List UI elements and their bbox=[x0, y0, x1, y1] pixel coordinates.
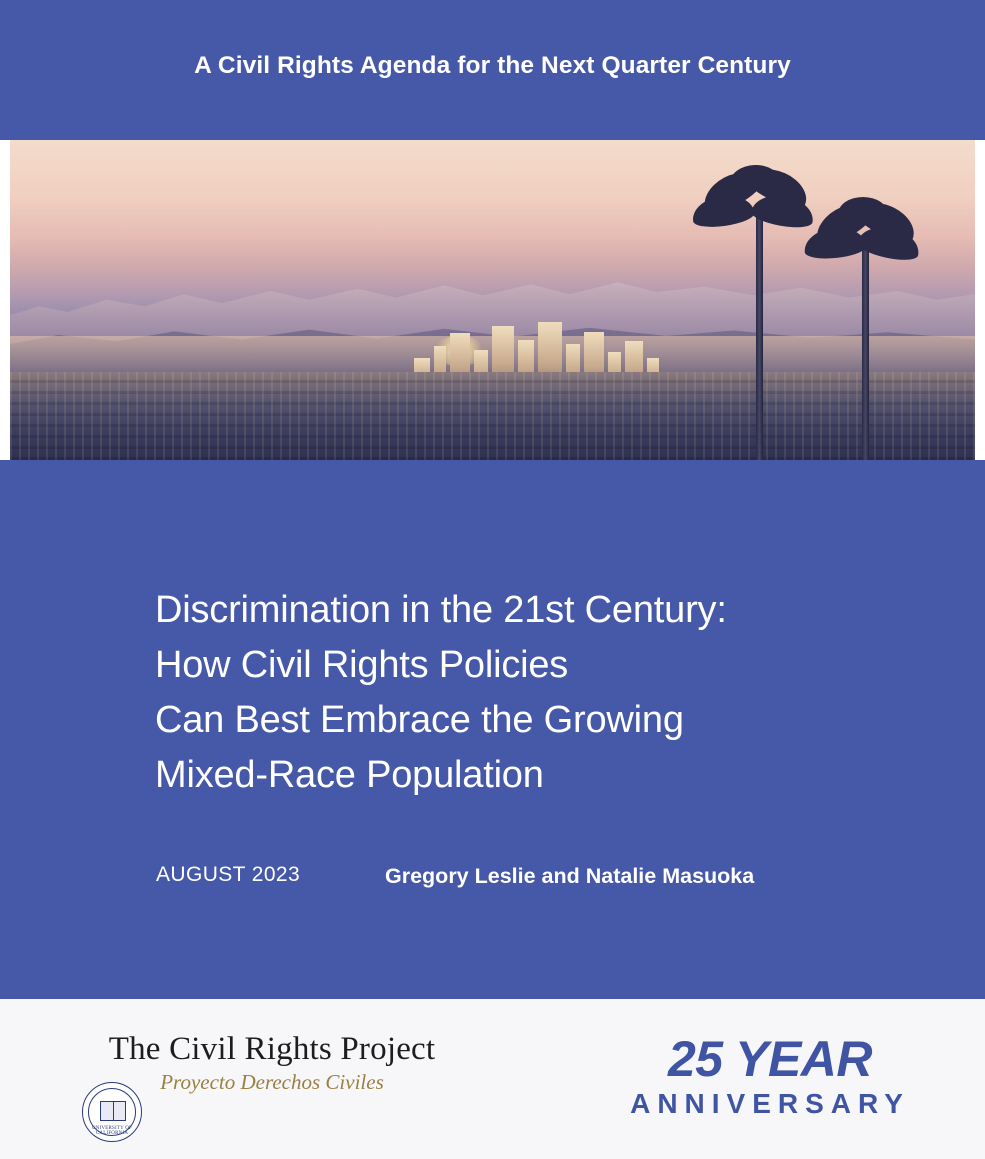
organization-subtitle: Proyecto Derechos Civiles bbox=[160, 1070, 384, 1094]
uc-seal-icon bbox=[82, 1082, 142, 1142]
page-title-line-3: Can Best Embrace the Growing bbox=[155, 699, 684, 741]
page-title-line-4: Mixed-Race Population bbox=[155, 754, 544, 796]
anniversary-label: ANNIVERSARY bbox=[630, 1088, 910, 1119]
publication-date: AUGUST 2023 bbox=[156, 863, 301, 886]
organization-name: The Civil Rights Project bbox=[108, 1031, 436, 1067]
series-title: A Civil Rights Agenda for the Next Quarter Century bbox=[194, 52, 791, 79]
anniversary-number: 25 YEAR bbox=[667, 1031, 873, 1087]
cover-photo-sky bbox=[10, 140, 975, 460]
authors: Gregory Leslie and Natalie Masuoka bbox=[385, 864, 755, 888]
page-title-line-1: Discrimination in the 21st Century: bbox=[155, 589, 727, 631]
cover-photo bbox=[10, 140, 975, 460]
civil-rights-project-logo bbox=[82, 1030, 462, 1095]
page-title-line-2: How Civil Rights Policies bbox=[155, 644, 569, 686]
page-title bbox=[155, 583, 895, 803]
city-sprawl bbox=[10, 372, 975, 460]
open-book-icon bbox=[100, 1101, 126, 1121]
anniversary-badge bbox=[620, 1032, 920, 1120]
seal-text: UNIVERSITY OF CALIFORNIA bbox=[91, 1126, 133, 1136]
